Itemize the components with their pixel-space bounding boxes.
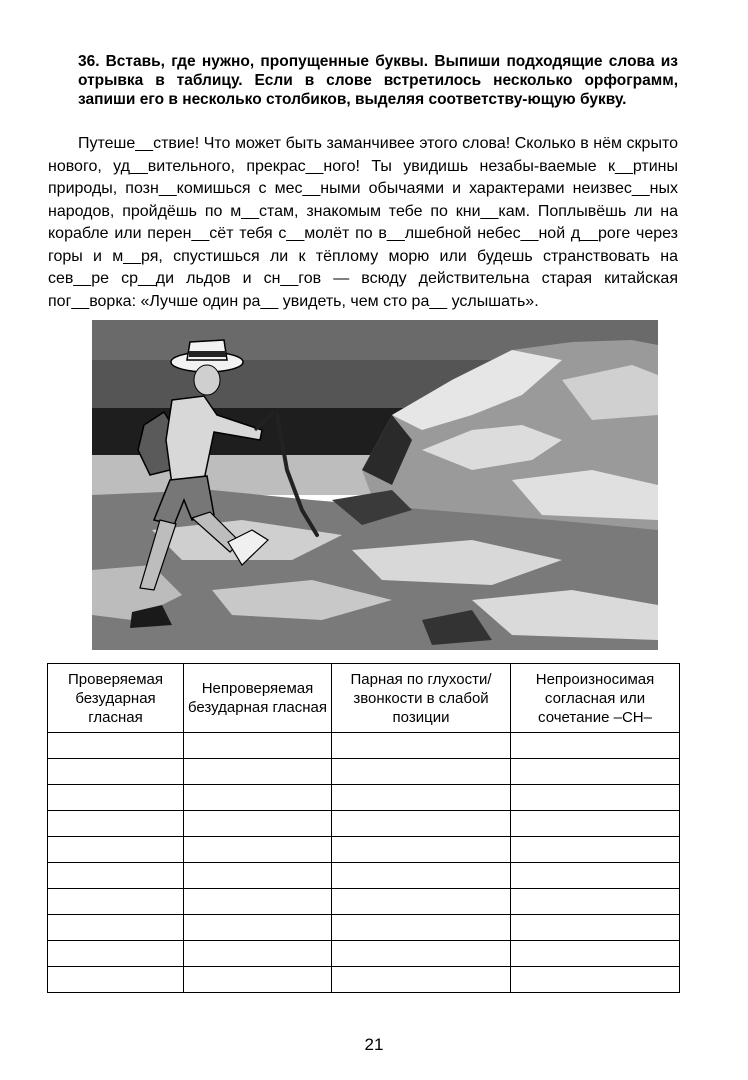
answer-cell[interactable] — [184, 785, 332, 811]
answer-cell[interactable] — [184, 915, 332, 941]
answer-cell[interactable] — [48, 863, 184, 889]
hiker-illustration — [92, 320, 658, 650]
answer-cell[interactable] — [332, 863, 511, 889]
answer-cell[interactable] — [332, 837, 511, 863]
answer-cell[interactable] — [184, 967, 332, 993]
header-unchecked-vowel: Непроверяемая безударная гласная — [184, 664, 332, 733]
table-row — [48, 915, 680, 941]
answer-cell[interactable] — [48, 941, 184, 967]
answer-cell[interactable] — [48, 915, 184, 941]
answer-cell[interactable] — [332, 967, 511, 993]
task-number: 36. — [78, 53, 100, 70]
table-row — [48, 863, 680, 889]
header-paired-consonant: Парная по глухости/звонкости в слабой позиции — [332, 664, 511, 733]
answer-cell[interactable] — [511, 915, 680, 941]
answer-cell[interactable] — [511, 863, 680, 889]
answer-cell[interactable] — [332, 941, 511, 967]
answer-cell[interactable] — [184, 811, 332, 837]
answer-cell[interactable] — [511, 759, 680, 785]
table-row — [48, 733, 680, 759]
table-row — [48, 941, 680, 967]
task-instruction — [78, 52, 678, 109]
answer-cell[interactable] — [511, 967, 680, 993]
answer-cell[interactable] — [48, 785, 184, 811]
answer-cell[interactable] — [48, 967, 184, 993]
table-row — [48, 759, 680, 785]
answer-cell[interactable] — [48, 837, 184, 863]
answer-cell[interactable] — [511, 733, 680, 759]
answer-cell[interactable] — [511, 889, 680, 915]
answer-cell[interactable] — [48, 733, 184, 759]
answer-cell[interactable] — [184, 759, 332, 785]
answer-cell[interactable] — [511, 941, 680, 967]
table-row — [48, 889, 680, 915]
answer-cell[interactable] — [184, 837, 332, 863]
answer-cell[interactable] — [332, 759, 511, 785]
table-row — [48, 785, 680, 811]
answer-cell[interactable] — [511, 785, 680, 811]
answer-cell[interactable] — [184, 941, 332, 967]
answer-cell[interactable] — [184, 889, 332, 915]
page-number: 21 — [364, 1035, 384, 1054]
header-silent-consonant: Непроизносимая согласная или сочетание –СН– — [511, 664, 680, 733]
table-row — [48, 837, 680, 863]
table-row — [48, 811, 680, 837]
task-text: Вставь, где нужно, пропущенные буквы. Выпиши подходящие слова из отрывка в таблицу. Если в слове встретилось несколько орфограмм, запиши его в несколько столбиков, выделяя соответству-ющую букву. — [78, 53, 678, 108]
answer-cell[interactable] — [184, 863, 332, 889]
answer-cell[interactable] — [511, 837, 680, 863]
orthogram-table — [47, 663, 680, 993]
answer-cell[interactable] — [332, 733, 511, 759]
table-row — [48, 967, 680, 993]
answer-cell[interactable] — [332, 915, 511, 941]
answer-cell[interactable] — [332, 889, 511, 915]
answer-cell[interactable] — [48, 889, 184, 915]
header-checked-vowel: Проверяемая безударная гласная — [48, 664, 184, 733]
answer-cell[interactable] — [48, 759, 184, 785]
answer-cell[interactable] — [184, 733, 332, 759]
answer-cell[interactable] — [48, 811, 184, 837]
passage-text: Путеше__ствие! Что может быть заманчивее этого слова! Сколько в нём скрыто нового, уд__вительного, прекрас__ного! Ты увидишь незабы-ваемые к__ртины природы, позн__комишься с мес__ными обычаями и характерами неизвес__ных народов, пройдёшь по м__стам, знакомым тебе по кни__кам. Поплывёшь ли на корабле или перен__сёт тебя с__молёт по в__лшебной небес__ной д__роге через горы и м__ря, спустишься ли к тёплому морю или будешь странствовать на сев__ре ср__ди льдов и сн__гов — всюду действительна старая китайская пог__ворка: «Лучше один ра__ увидеть, чем сто ра__ услышать». — [48, 135, 678, 310]
answer-cell[interactable] — [332, 785, 511, 811]
answer-cell[interactable] — [332, 811, 511, 837]
answer-cell[interactable] — [511, 811, 680, 837]
table-header-row — [48, 664, 680, 733]
